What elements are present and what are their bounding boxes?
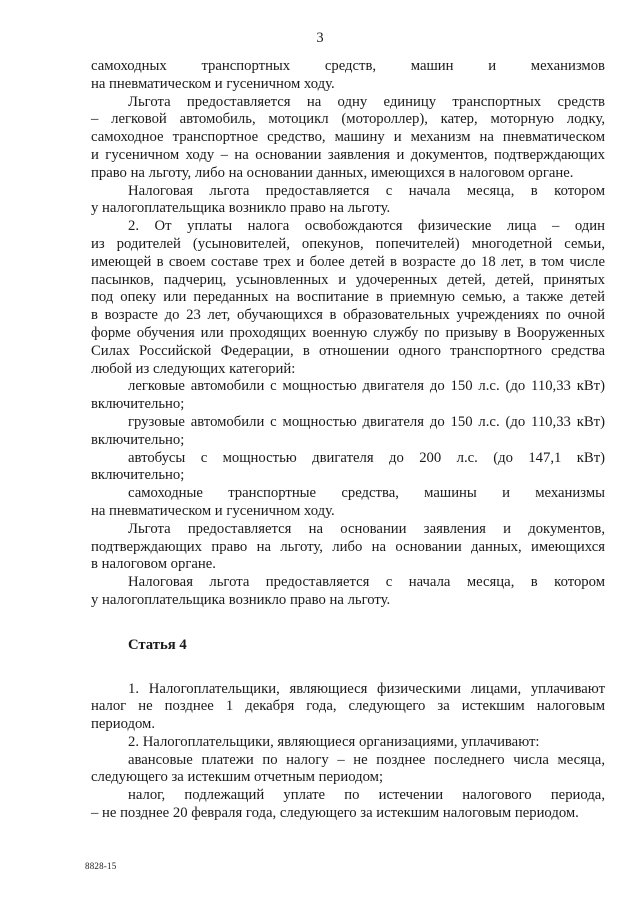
- text-line: включительно;: [91, 396, 185, 413]
- text-line: Налоговая льгота предоставляется с начала месяца, в котором: [128, 182, 605, 199]
- text-line: 2. От уплаты налога освобождаются физические лица – один: [128, 218, 605, 235]
- text-line: Налоговая льгота предоставляется с начала месяца, в котором: [128, 574, 605, 591]
- text-line: на пневматическом и гусеничном ходу.: [91, 75, 335, 92]
- text-line: следующего за истекшим отчетным периодом;: [91, 769, 384, 786]
- text-line: легковые автомобили с мощностью двигателя до 150 л.с. (до 110,33 кВт): [128, 378, 605, 395]
- text-line: включительно;: [91, 431, 185, 448]
- page-number: 3: [316, 30, 324, 46]
- text-line: пасынков, падчериц, усыновленных и удочеренных детей, детей, принятых: [91, 271, 605, 288]
- text-line: форме обучения или проходящих военную службу по призыву в Вооруженных: [91, 324, 605, 341]
- text-line: у налогоплательщика возникло право на льготу.: [91, 200, 391, 217]
- footer-code: 8828-15: [85, 861, 117, 871]
- text-line: автобусы с мощностью двигателя до 200 л.с. (до 147,1 кВт): [128, 449, 605, 466]
- text-line: 2. Налогоплательщики, являющиеся организациями, уплачивают:: [128, 733, 540, 750]
- article-heading: Статья 4: [128, 636, 187, 653]
- text-line: периодом.: [91, 716, 156, 733]
- text-line: самоходных транспортных средств, машин и механизмов: [91, 58, 605, 74]
- text-line: в налоговом органе.: [91, 556, 216, 573]
- text-line: самоходные транспортные средства, машины и механизмы: [128, 485, 605, 502]
- text-line: право на льготу, либо на основании данных, имеющихся в налоговом органе.: [91, 164, 574, 181]
- text-line: – не позднее 20 февраля года, следующего за истекшим налоговым периодом.: [91, 805, 579, 822]
- text-line: из родителей (усыновителей, опекунов, попечителей) многодетной семьи,: [91, 235, 605, 252]
- text-line: налог не позднее 1 декабря года, следующего за истекшим налоговым: [91, 698, 605, 715]
- text-line: имеющей в своем составе трех и более детей в возрасте до 18 лет, в том числе: [91, 253, 605, 270]
- text-line: включительно;: [91, 467, 185, 484]
- document-body: [91, 58, 605, 823]
- text-line: на пневматическом и гусеничном ходу.: [91, 502, 335, 519]
- text-line: авансовые платежи по налогу – не позднее последнего числа месяца,: [128, 751, 605, 768]
- text-line: налог, подлежащий уплате по истечении налогового периода,: [128, 787, 605, 804]
- text-line: Силах Российской Федерации, в отношении одного транспортного средства: [91, 342, 605, 359]
- text-line: под опеку или переданных на воспитание в приемную семью, а также детей: [91, 289, 605, 306]
- text-line: подтверждающих право на льготу, либо на основании данных, имеющихся: [91, 538, 605, 555]
- text-line: самоходное транспортное средство, машину и механизм на пневматическом: [91, 129, 605, 146]
- text-line: Льгота предоставляется на основании заявления и документов,: [128, 520, 605, 537]
- text-line: Льгота предоставляется на одну единицу транспортных средств: [128, 93, 605, 110]
- text-line: любой из следующих категорий:: [91, 360, 296, 377]
- text-line: грузовые автомобили с мощностью двигателя до 150 л.с. (до 110,33 кВт): [128, 413, 605, 430]
- text-line: – легковой автомобиль, мотоцикл (мотороллер), катер, моторную лодку,: [91, 111, 605, 128]
- text-line: 1. Налогоплательщики, являющиеся физическими лицами, уплачивают: [128, 680, 605, 697]
- text-line: в возрасте до 23 лет, обучающихся в образовательных учреждениях по очной: [91, 307, 605, 324]
- text-line: и гусеничном ходу – на основании заявления и документов, подтверждающих: [91, 146, 605, 163]
- text-line: у налогоплательщика возникло право на льготу.: [91, 591, 391, 608]
